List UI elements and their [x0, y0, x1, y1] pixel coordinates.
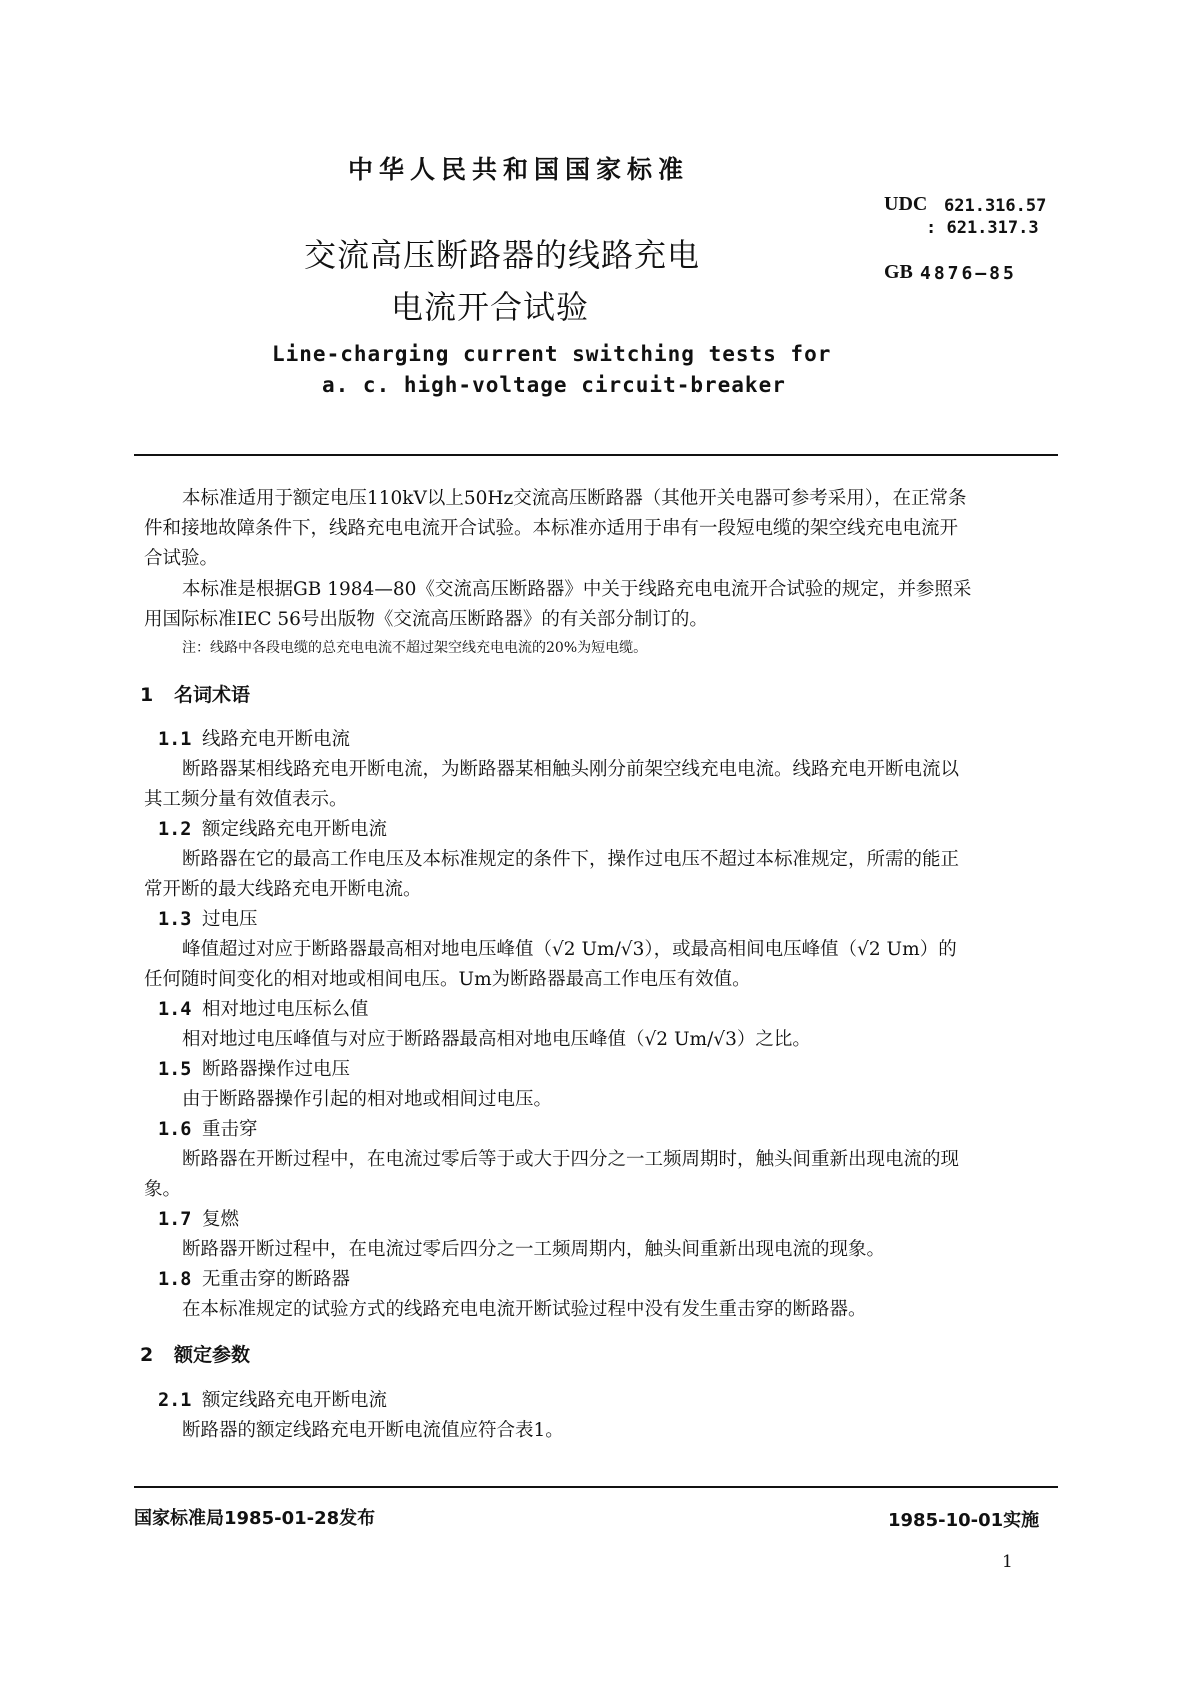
intro-p1-line3: 合试验。: [144, 548, 219, 569]
bottom-divider: [134, 1486, 1058, 1488]
gb-label: GB: [884, 261, 913, 283]
section-1-heading: [140, 680, 250, 707]
title-en-line2: a. c. high-voltage circuit-breaker: [322, 373, 786, 397]
term-1-3-heading: 1.3 过电压: [158, 909, 258, 930]
term-2-1-line1: 断路器的额定线路充电开断电流值应符合表1。: [182, 1420, 564, 1441]
title-en-line1: Line-charging current switching tests for: [272, 342, 832, 366]
term-1-5-heading: 1.5 断路器操作过电压: [158, 1059, 351, 1080]
section-1-number: 1: [140, 684, 154, 706]
term-1-2-line1: 断路器在它的最高工作电压及本标准规定的条件下，操作过电压不超过本标准规定，所需的能正: [182, 849, 960, 870]
term-1-6-heading: 1.6 重击穿: [158, 1119, 258, 1140]
section-2-heading: [140, 1340, 250, 1367]
section-2-title: 额定参数: [174, 1344, 251, 1366]
term-2-1-heading: 2.1 额定线路充电开断电流: [158, 1390, 388, 1411]
udc-code-line2: : 621.317.3: [926, 218, 1039, 238]
udc-code-line1: 621.316.57: [944, 196, 1047, 216]
intro-p2-line1: 本标准是根据GB 1984—80《交流高压断路器》中关于线路充电电流开合试验的规定，并参照采: [182, 579, 972, 600]
title-zh-line2: 电流开合试验: [391, 288, 590, 326]
term-1-1-line1: 断路器某相线路充电开断电流，为断路器某相触头刚分前架空线充电电流。线路充电开断电流以: [182, 759, 960, 780]
term-1-1-heading: 1.1 线路充电开断电流: [158, 729, 351, 750]
page-number: 1: [1002, 1552, 1013, 1572]
term-1-8-heading: 1.8 无重击穿的断路器: [158, 1269, 351, 1290]
term-1-2-line2: 常开断的最大线路充电开断电流。: [144, 879, 422, 900]
section-2-number: 2: [140, 1344, 154, 1366]
term-1-4-heading: 1.4 相对地过电压标么值: [158, 999, 369, 1020]
top-divider: [134, 454, 1058, 456]
term-1-7-heading: 1.7 复燃: [158, 1209, 240, 1230]
gb-standard-number: 4876—85: [920, 263, 1017, 284]
issued-date: 国家标准局1985-01-28发布: [134, 1508, 376, 1529]
udc-label: UDC: [884, 193, 928, 215]
intro-p2-line2: 用国际标准IEC 56号出版物《交流高压断路器》的有关部分制订的。: [144, 609, 708, 630]
term-1-5-line1: 由于断路器操作引起的相对地或相间过电压。: [182, 1089, 553, 1110]
country-standard-heading: 中华人民共和国国家标准: [348, 155, 690, 184]
term-1-2-heading: 1.2 额定线路充电开断电流: [158, 819, 388, 840]
intro-p1-line2: 件和接地故障条件下，线路充电电流开合试验。本标准亦适用于串有一段短电缆的架空线充电电流开: [144, 518, 959, 539]
term-1-7-line1: 断路器开断过程中，在电流过零后四分之一工频周期内，触头间重新出现电流的现象。: [182, 1239, 886, 1260]
intro-p1-line1: 本标准适用于额定电压110kV以上50Hz交流高压断路器（其他开关电器可参考采用），在正常条: [182, 488, 967, 509]
title-zh-line1: 交流高压断路器的线路充电: [304, 236, 701, 274]
term-1-6-line2: 象。: [144, 1179, 182, 1200]
term-1-3-line2: 任何随时间变化的相对地或相间电压。Um为断路器最高工作电压有效值。: [144, 969, 751, 990]
effective-date: 1985-10-01实施: [888, 1510, 1040, 1531]
term-1-3-line1: 峰值超过对应于断路器最高相对地电压峰值（√2 Um/√3），或最高相间电压峰值（√2 Um）的: [182, 939, 957, 960]
intro-note: 注：线路中各段电缆的总充电电流不超过架空线充电电流的20%为短电缆。: [182, 640, 648, 656]
term-1-1-line2: 其工频分量有效值表示。: [144, 789, 348, 810]
term-1-6-line1: 断路器在开断过程中，在电流过零后等于或大于四分之一工频周期时，触头间重新出现电流的现: [182, 1149, 960, 1170]
section-1-title: 名词术语: [174, 684, 251, 706]
term-1-4-line1: 相对地过电压峰值与对应于断路器最高相对地电压峰值（√2 Um/√3）之比。: [182, 1029, 811, 1050]
term-1-8-line1: 在本标准规定的试验方式的线路充电电流开断试验过程中没有发生重击穿的断路器。: [182, 1299, 867, 1320]
